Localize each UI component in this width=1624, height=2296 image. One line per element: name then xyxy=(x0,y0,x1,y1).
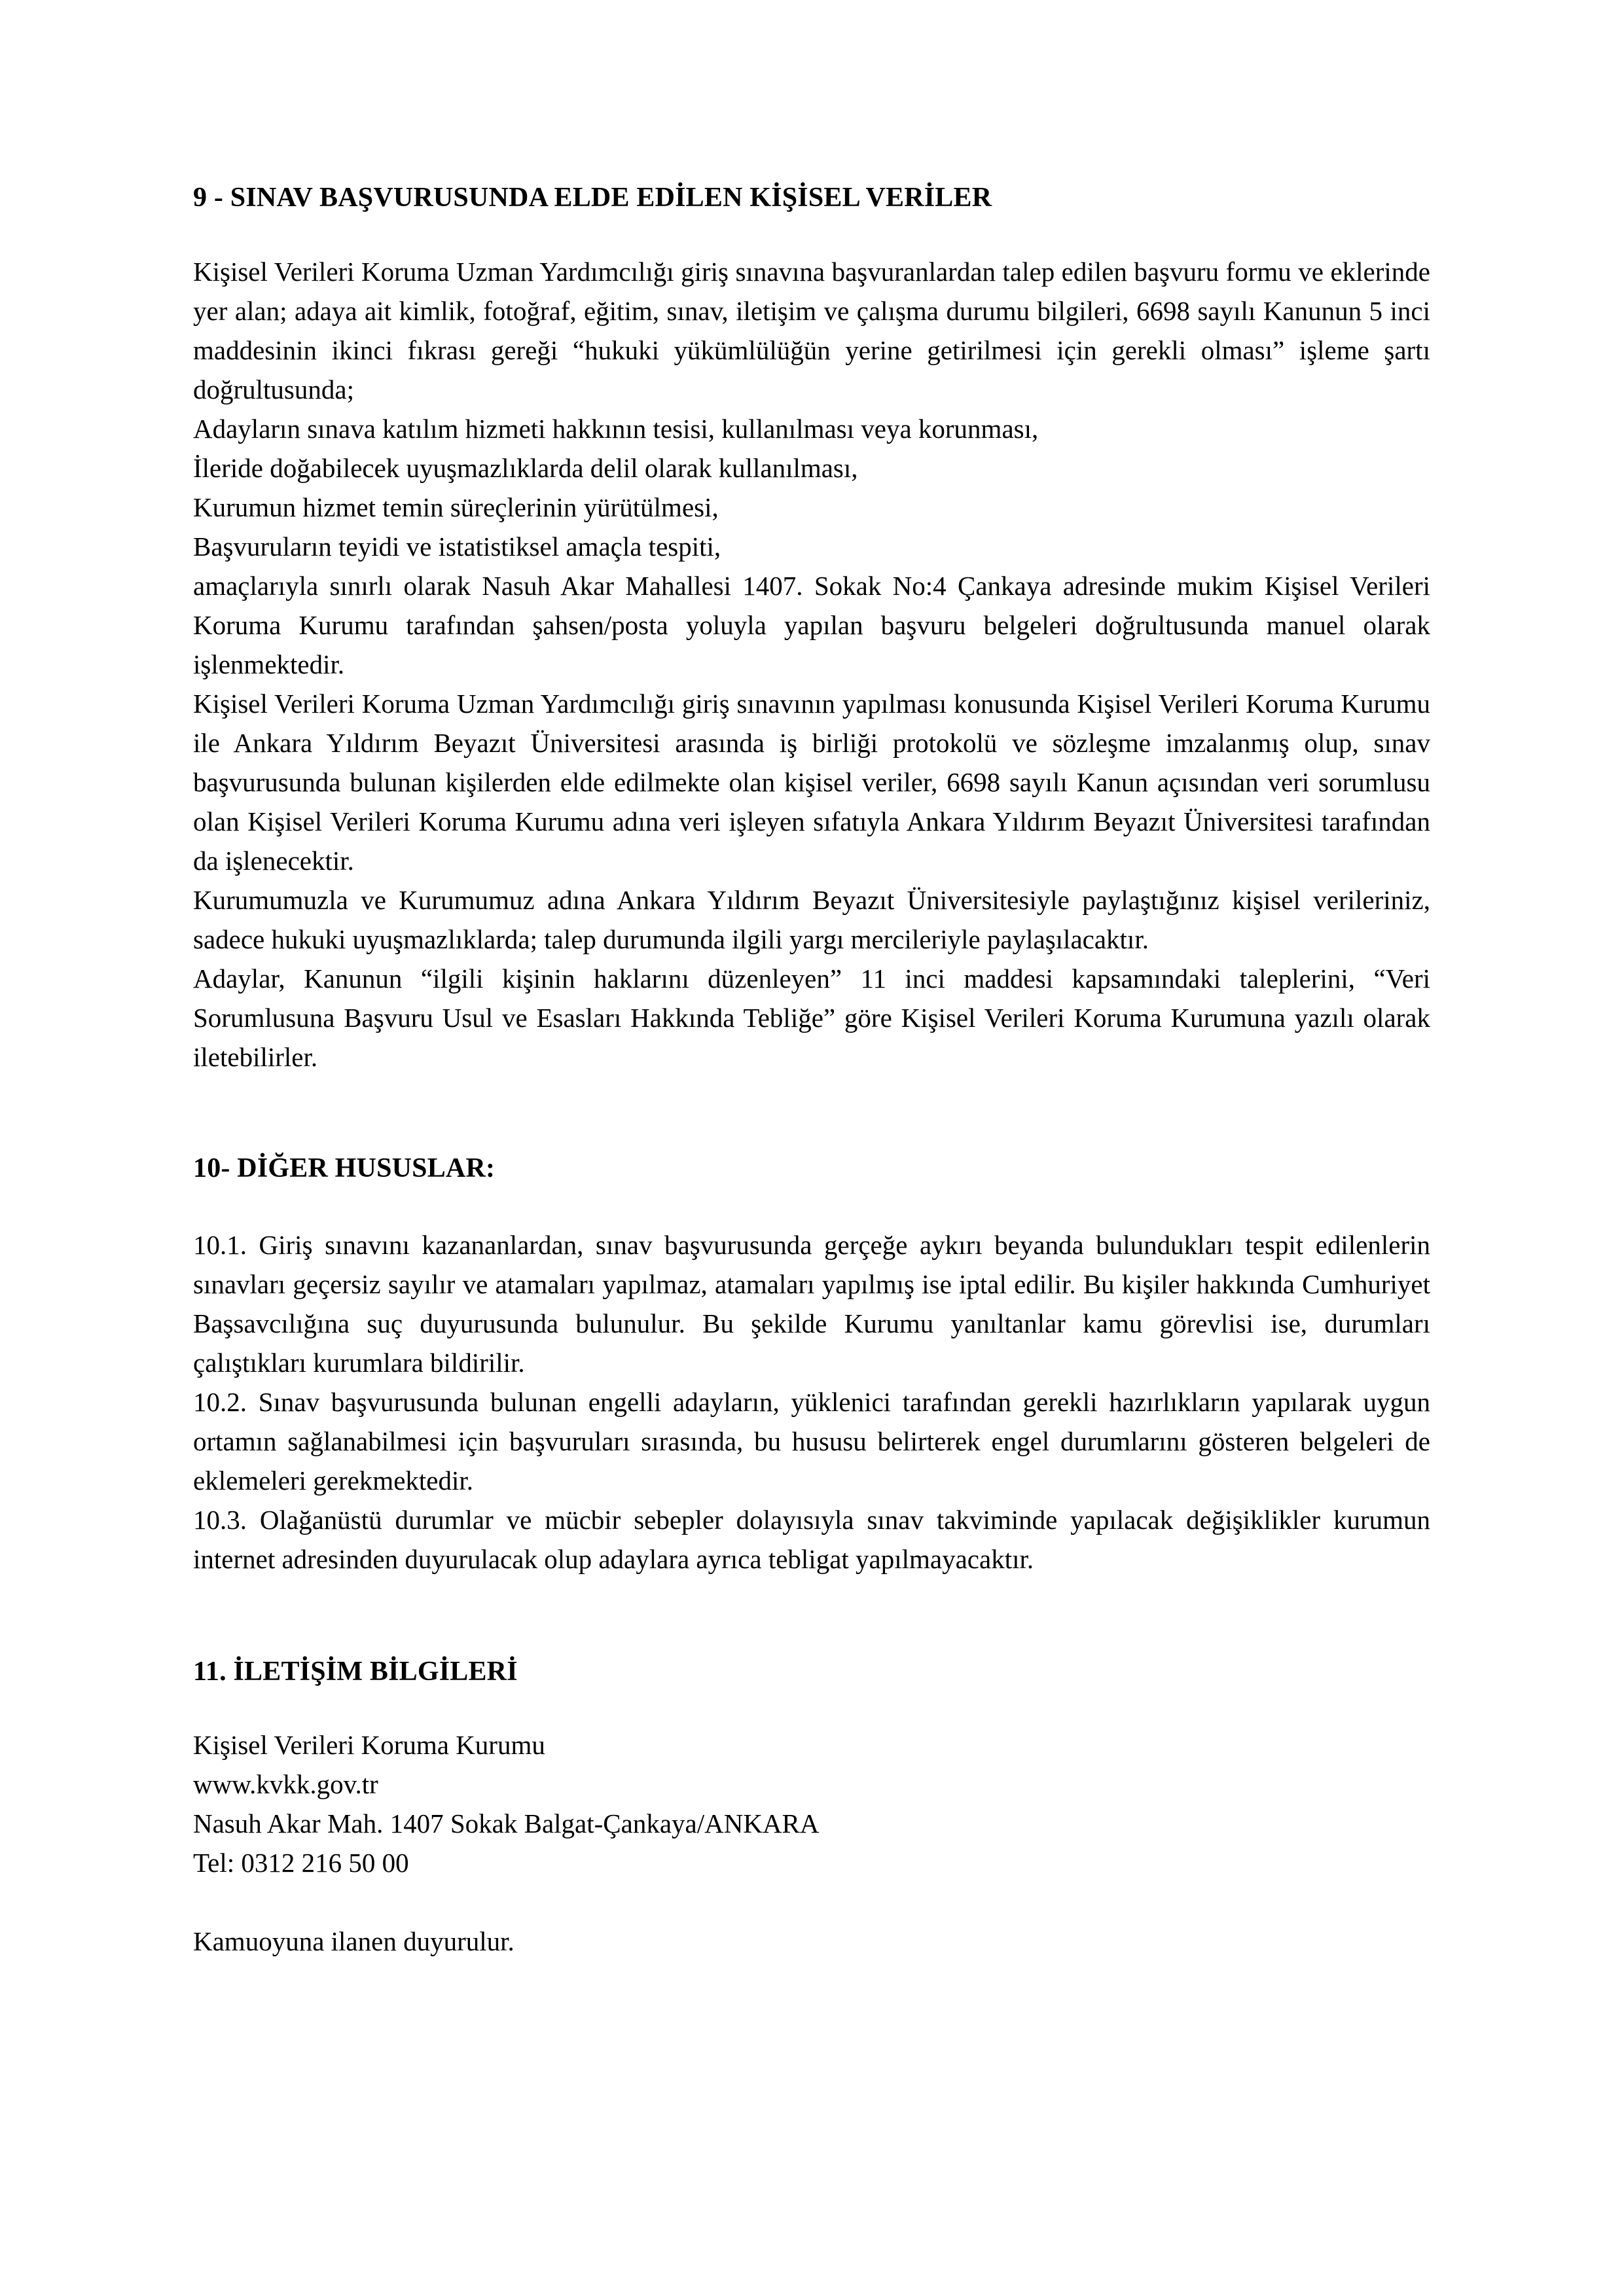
spacer xyxy=(193,1689,1430,1725)
section-9-purpose-item-1: Adayların sınava katılım hizmeti hakkının tesisi, kullanılması veya korunması, xyxy=(193,413,1039,444)
contact-institution-name: Kişisel Verileri Koruma Kurumu xyxy=(193,1729,545,1760)
section-11-heading: 11. İLETİŞİM BİLGİLERİ xyxy=(193,1657,518,1687)
document-content xyxy=(193,182,1430,1961)
section-10-item-10-1: 10.1. Giriş sınavını kazananlardan, sınav başvurusunda gerçeğe aykırı beyanda bulundukları tespit edilenlerin sınavları geçersiz sayılır ve atamaları yapılmaz, atamaları yapılmış ise iptal edilir. Bu kişiler hakkında Cumhuriyet Başsavcılığına suç duyurusunda bulunulur. Bu şekilde Kurumu yanıltanlar kamu görevlisi ise, durumları çalıştıkları kurumlara bildirilir. xyxy=(193,1230,1430,1378)
section-9-heading: 9 - SINAV BAŞVURUSUNDA ELDE EDİLEN KİŞİSEL VERİLER xyxy=(193,183,992,213)
section-9-sharing-paragraph: Kurumumuzla ve Kurumumuz adına Ankara Yıldırım Beyazıt Üniversitesiyle paylaştığınız kişisel verileriniz, sadece hukuki uyuşmazlıklarda; talep durumunda ilgili yargı mercileriyle paylaşılacaktır. xyxy=(193,884,1430,954)
spacer xyxy=(193,1579,1430,1656)
contact-phone: Tel: 0312 216 50 00 xyxy=(193,1847,409,1878)
spacer xyxy=(193,215,1430,252)
section-9-intro-paragraph: Kişisel Verileri Koruma Uzman Yardımcılığı giriş sınavına başvuranlardan talep edilen başvuru formu ve eklerinde yer alan; adaya ait kimlik, fotoğraf, eğitim, sınav, iletişim ve çalışma durumu bilgileri, 6698 sayılı Kanunun 5 inci maddesinin ikinci fıkrası gereği “hukuki yükümlülüğün yerine getirilmesi için gerekli olması” işleme şartı doğrultusunda; xyxy=(193,256,1430,404)
closing-statement: Kamuoyuna ilanen duyurulur. xyxy=(193,1926,514,1956)
spacer xyxy=(193,1882,1430,1922)
contact-website[interactable]: www.kvkk.gov.tr xyxy=(193,1768,378,1799)
spacer xyxy=(193,1077,1430,1153)
contact-address: Nasuh Akar Mah. 1407 Sokak Balgat-Çankaya/ANKARA xyxy=(193,1808,820,1839)
section-10-item-10-3: 10.3. Olağanüstü durumlar ve mücbir sebepler dolayısıyla sınav takviminde yapılacak değişiklikler kurumun internet adresinden duyurulacak olup adaylara ayrıca tebligat yapılmayacaktır. xyxy=(193,1505,1430,1575)
section-10-item-10-2: 10.2. Sınav başvurusunda bulunan engelli adayların, yüklenici tarafından gerekli hazırlıkların yapılarak uygun ortamın sağlanabilmesi için başvuruları sırasında, bu hususu belirterek engel durumlarını gösteren belgeleri de eklemeleri gerekmektedir. xyxy=(193,1387,1430,1496)
section-10-heading: 10- DİĞER HUSUSLAR: xyxy=(193,1153,496,1183)
section-9-protocol-paragraph: Kişisel Verileri Koruma Uzman Yardımcılığı giriş sınavının yapılması konusunda Kişisel Verileri Koruma Kurumu ile Ankara Yıldırım Beyazıt Üniversitesi arasında iş birliği protokolü ve sözleşme imzalanmış olup, sınav başvurusunda bulunan kişilerden elde edilmekte olan kişisel veriler, 6698 sayılı Kanun açısından veri sorumlusu olan Kişisel Verileri Koruma Kurumu adına veri işleyen sıfatıyla Ankara Yıldırım Beyazıt Üniversitesi tarafından da işlenecektir. xyxy=(193,688,1430,876)
section-9-purpose-item-3: Kurumun hizmet temin süreçlerinin yürütülmesi, xyxy=(193,492,719,522)
section-9-address-paragraph: amaçlarıyla sınırlı olarak Nasuh Akar Mahallesi 1407. Sokak No:4 Çankaya adresinde mukim Kişisel Verileri Koruma Kurumu tarafından şahsen/posta yoluyla yapılan başvuru belgeleri doğrultusunda manuel olarak işlenmektedir. xyxy=(193,570,1430,679)
section-9-purpose-item-2: İleride doğabilecek uyuşmazlıklarda delil olarak kullanılması, xyxy=(193,452,858,483)
section-9-rights-paragraph: Adaylar, Kanunun “ilgili kişinin haklarını düzenleyen” 11 inci maddesi kapsamındaki taleplerini, “Veri Sorumlusuna Başvuru Usul ve Esasları Hakkında Tebliğe” göre Kişisel Verileri Koruma Kurumuna yazılı olarak iletebilirler. xyxy=(193,963,1430,1072)
spacer xyxy=(193,1185,1430,1225)
section-9-purpose-item-4: Başvuruların teyidi ve istatistiksel amaçla tespiti, xyxy=(193,531,721,562)
